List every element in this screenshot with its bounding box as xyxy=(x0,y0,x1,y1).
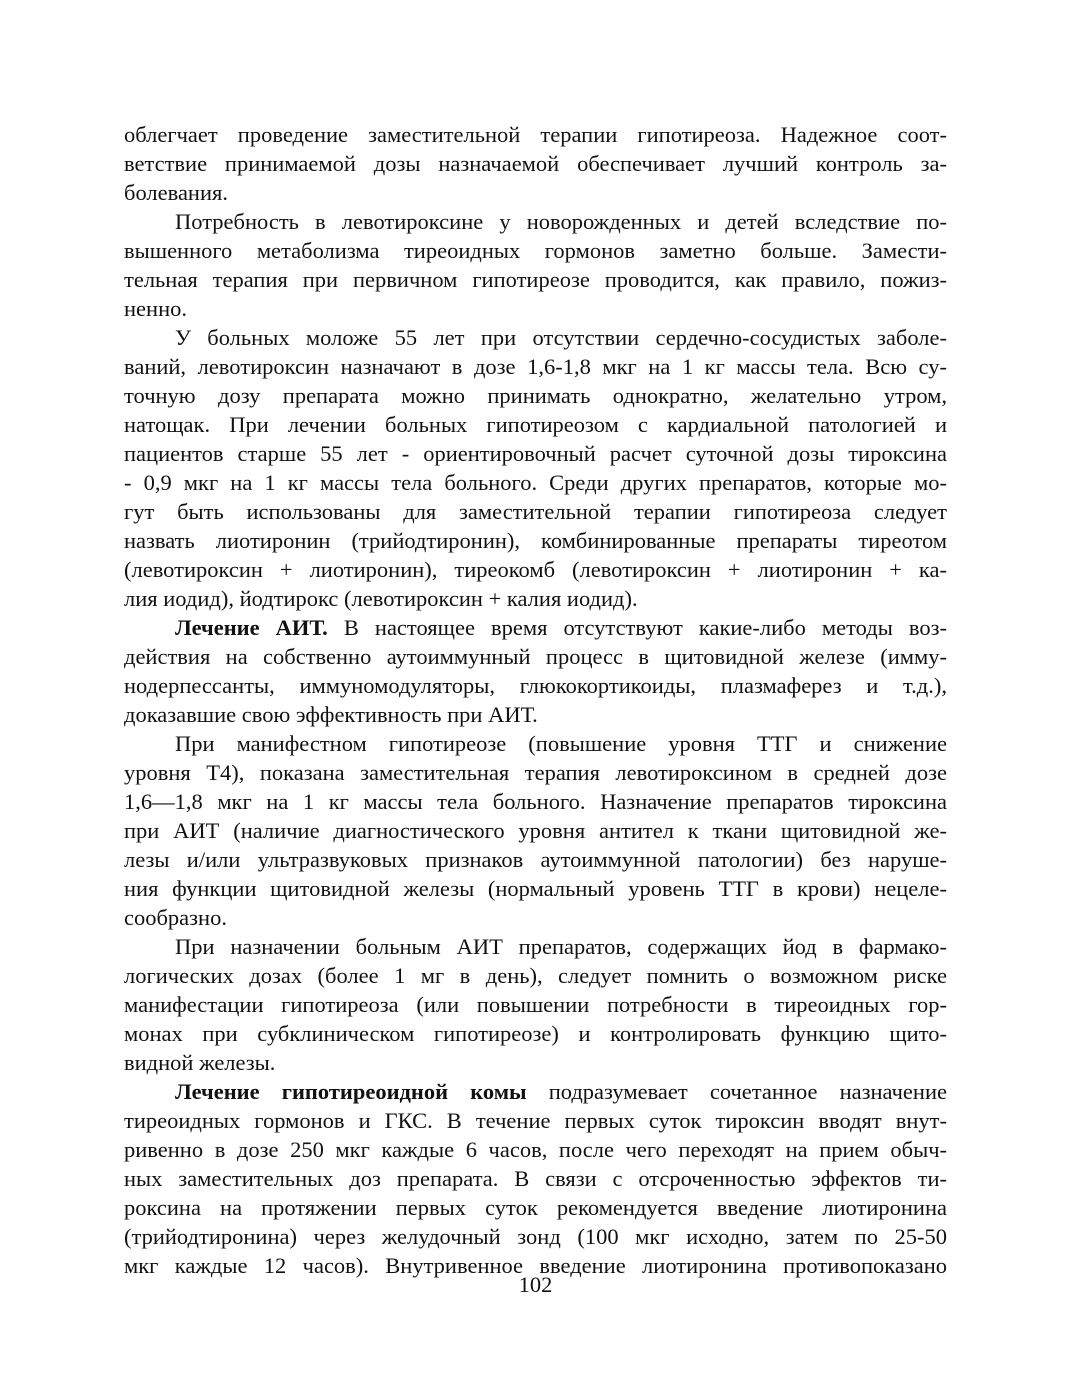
text-line xyxy=(124,758,947,787)
line-text: монах при субклиническом гипотиреозе) и контролировать функцию щито- xyxy=(124,1021,947,1046)
line-text: ненно. xyxy=(124,296,187,321)
line-text: лия иодид), йодтирокс (левотироксин + калия иодид). xyxy=(124,586,638,611)
line-text: ривенно в дозе 250 мкг каждые 6 часов, после чего переходят на прием обыч- xyxy=(124,1137,947,1162)
line-text: роксина на протяжении первых суток рекомендуется введение лиотиронина xyxy=(124,1195,947,1220)
text-line xyxy=(124,1048,947,1077)
line-text: облегчает проведение заместительной терапии гипотиреоза. Надежное соот- xyxy=(124,122,947,147)
line-text: ния функции щитовидной железы (нормальный уровень ТТГ в крови) нецеле- xyxy=(124,876,947,901)
text-line xyxy=(124,207,947,236)
text-line xyxy=(124,961,947,990)
line-text: лезы и/или ультразвуковых признаков аутоиммунной патологии) без наруше- xyxy=(124,847,947,872)
text-line xyxy=(124,932,947,961)
line-text: тиреоидных гормонов и ГКС. В течение первых суток тироксин вводят внут- xyxy=(124,1108,947,1133)
line-text: действия на собственно аутоиммунный процесс в щитовидной железе (имму- xyxy=(124,644,947,669)
line-text: У больных моложе 55 лет при отсутствии сердечно-сосудистых заболе- xyxy=(175,325,947,350)
page-number: 102 xyxy=(518,1272,553,1297)
text-line xyxy=(124,874,947,903)
line-text: при АИТ (наличие диагностического уровня антител к ткани щитовидной же- xyxy=(124,818,947,843)
line-text: Потребность в левотироксине у новорожденных и детей вследствие по- xyxy=(175,209,947,234)
text-line xyxy=(124,323,947,352)
text-line xyxy=(124,439,947,468)
line-text: подразумевает сочетанное назначение xyxy=(526,1079,947,1104)
line-text: манифестации гипотиреоза (или повышении потребности в тиреоидных гор- xyxy=(124,992,947,1017)
text-line xyxy=(124,1077,947,1106)
line-text: пациентов старше 55 лет - ориентировочный расчет суточной дозы тироксина xyxy=(124,441,947,466)
line-text: нодерпессанты, иммуномодуляторы, глюкокортикоиды, плазмаферез и т.д.), xyxy=(124,673,947,698)
line-text: болевания. xyxy=(124,180,228,205)
line-text: ветствие принимаемой дозы назначаемой обеспечивает лучший контроль за- xyxy=(124,151,947,176)
line-text: В настоящее время отсутствуют какие-либо методы воз- xyxy=(327,615,947,640)
text-line xyxy=(124,120,947,149)
text-line xyxy=(124,613,947,642)
bold-heading: Лечение АИТ. xyxy=(175,615,328,640)
text-line xyxy=(124,1135,947,1164)
line-text: сообразно. xyxy=(124,905,227,930)
bold-heading: Лечение гипотиреоидной комы xyxy=(175,1079,527,1104)
text-line xyxy=(124,265,947,294)
line-text: гут быть использованы для заместительной терапии гипотиреоза следует xyxy=(124,499,947,524)
text-line xyxy=(124,729,947,758)
text-line xyxy=(124,1222,947,1251)
text-line xyxy=(124,642,947,671)
text-line xyxy=(124,787,947,816)
line-text: вышенного метаболизма тиреоидных гормонов заметно больше. Замести- xyxy=(124,238,947,263)
line-text: ных заместительных доз препарата. В связи с отсроченностью эффектов ти- xyxy=(124,1166,947,1191)
text-line xyxy=(124,468,947,497)
line-text: 1,6—1,8 мкг на 1 кг массы тела больного. Назначение препаратов тироксина xyxy=(124,789,947,814)
line-text: назвать лиотиронин (трийодтиронин), комбинированные препараты тиреотом xyxy=(124,528,947,553)
line-text: - 0,9 мкг на 1 кг массы тела больного. Среди других препаратов, которые мо- xyxy=(124,470,947,495)
line-text: При манифестном гипотиреозе (повышение уровня ТТГ и снижение xyxy=(175,731,947,756)
line-text: тельная терапия при первичном гипотиреозе проводится, как правило, пожиз- xyxy=(124,267,947,292)
line-text: уровня Т4), показана заместительная терапия левотироксином в средней дозе xyxy=(124,760,947,785)
text-line xyxy=(124,497,947,526)
line-text: точную дозу препарата можно принимать однократно, желательно утром, xyxy=(124,383,947,408)
text-line xyxy=(124,671,947,700)
page-body-text xyxy=(124,120,947,1280)
line-text: доказавшие свою эффективность при АИТ. xyxy=(124,702,538,727)
text-line xyxy=(124,990,947,1019)
line-text: (левотироксин + лиотиронин), тиреокомб (левотироксин + лиотиронин + ка- xyxy=(124,557,947,582)
line-text: логических дозах (более 1 мг в день), следует помнить о возможном риске xyxy=(124,963,947,988)
text-line xyxy=(124,584,947,613)
text-line xyxy=(124,903,947,932)
text-line xyxy=(124,816,947,845)
line-text: При назначении больным АИТ препаратов, содержащих йод в фармако- xyxy=(175,934,947,959)
text-line xyxy=(124,1019,947,1048)
text-line xyxy=(124,410,947,439)
line-text: мкг каждые 12 часов). Внутривенное введение лиотиронина противопоказано xyxy=(124,1253,947,1278)
line-text: ваний, левотироксин назначают в дозе 1,6-1,8 мкг на 1 кг массы тела. Всю су- xyxy=(124,354,947,379)
text-line xyxy=(124,236,947,265)
text-line xyxy=(124,1164,947,1193)
text-line xyxy=(124,1193,947,1222)
line-text: (трийодтиронина) через желудочный зонд (100 мкг исходно, затем по 25-50 xyxy=(124,1224,947,1249)
text-line xyxy=(124,352,947,381)
text-line xyxy=(124,700,947,729)
text-line xyxy=(124,178,947,207)
text-line xyxy=(124,294,947,323)
text-line xyxy=(124,555,947,584)
text-line xyxy=(124,845,947,874)
line-text: натощак. При лечении больных гипотиреозом с кардиальной патологией и xyxy=(124,412,947,437)
text-line xyxy=(124,1106,947,1135)
text-line xyxy=(124,149,947,178)
text-line xyxy=(124,381,947,410)
text-line xyxy=(124,526,947,555)
line-text: видной железы. xyxy=(124,1050,276,1075)
